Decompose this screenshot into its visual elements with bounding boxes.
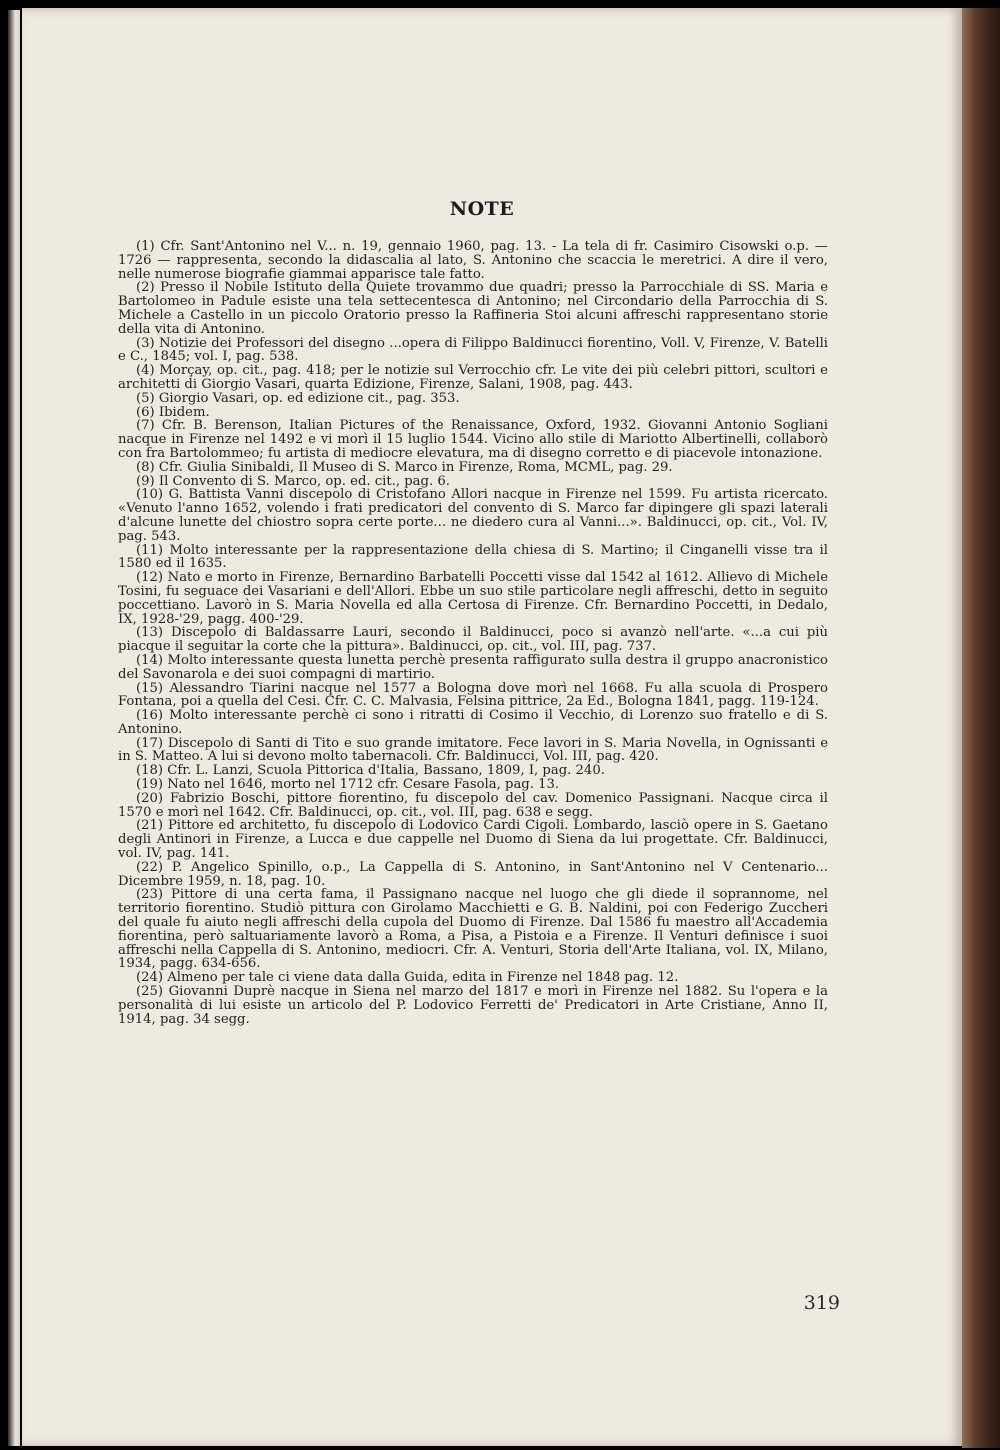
note-24: (24) Almeno per tale ci viene data dalla Guida, edita in Firenze nel 1848 pag. 12. [136,970,679,986]
note-5: (5) Giorgio Vasari, op. ed edizione cit., pag. 353. [136,390,460,406]
note-17: (17) Discepolo di Santi di Tito e suo grande imitatore. Fece lavori in S. Maria Novella, in Ognissanti e in S. Matteo. A lui si devono molto tabernacoli. Cfr. Baldinucci, Vol. III, pag. 420. [118,735,828,765]
note-11: (11) Molto interessante per la rappresentazione della chiesa di S. Martino; il Cinganelli visse tra il 1580 ed il 1635. [118,542,828,572]
note-6: (6) Ibidem. [136,404,210,420]
note-7: (7) Cfr. B. Berenson, Italian Pictures of the Renaissance, Oxford, 1932. Giovanni Antonio Sogliani nacque in Firenze nel 1492 e vi morì il 15 luglio 1544. Vicino allo stile di Mariotto Albertinelli, collaborò con fra Bartolommeo; fu artista di mediocre elevatura, ma di disegno corretto e di piacevole intonazione. [118,418,828,461]
note-4: (4) Morçay, op. cit., pag. 418; per le notizie sul Verrocchio cfr. Le vite dei più celebri pittori, scultori e architetti di Giorgio Vasari, quarta Edizione, Firenze, Salani, 1908, pag. 443. [118,363,828,392]
note-18: (18) Cfr. L. Lanzi, Scuola Pittorica d'Italia, Bassano, 1809, I, pag. 240. [136,763,605,779]
note-3: (3) Notizie dei Professori del disegno ...opera di Filippo Baldinucci fiorentino, Voll. V, Firenze, V. Batelli e C., 1845; vol. I, pag. 538. [118,335,828,365]
note-2: (2) Presso il Nobile Istituto della Quiete trovammo due quadri; presso la Parrocchiale di SS. Maria e Bartolomeo in Padule esiste una tela settecentesca di Antonino; nel Circondario della Parrocchia di S. Michele a Castello in un piccolo Oratorio presso la Raffineria Stoi alcuni affreschi rappresentano storie della vita di Antonino. [118,280,828,337]
note-22: (22) P. Angelico Spinillo, o.p., La Cappella di S. Antonino, in Sant'Antonino nel V Centenario... Dicembre 1959, n. 18, pag. 10. [118,859,828,889]
note-9: (9) Il Convento di S. Marco, op. ed. cit., pag. 6. [136,473,450,489]
note-10: (10) G. Battista Vanni discepolo di Cristofano Allori nacque in Firenze nel 1599. Fu artista ricercato. «Venuto l'anno 1652, volendo i frati predicatori del convento di S. Marco far dipingere gli spazi laterali d'alcune lunette del chiostro sopra certe porte... ne diedero cura al Vanni...». Baldinucci, op. cit., Vol. IV, pag. 543. [118,487,828,544]
note-14: (14) Molto interessante questa lunetta perchè presenta raffigurato sulla destra il gruppo anacronistico del Savonarola e dei suoi compagni di martirio. [118,652,828,682]
note-20: (20) Fabrizio Boschi, pittore fiorentino, fu discepolo del cav. Domenico Passignani. Nacque circa il 1570 e morì nel 1642. Cfr. Baldinucci, op. cit., vol. III, pag. 638 e segg. [118,790,828,820]
page-number: 319 [803,1292,840,1314]
note-1: (1) Cfr. Sant'Antonino nel V... n. 19, gennaio 1960, pag. 13. - La tela di fr. Casimiro Cisowski o.p. — 1726 — rappresenta, secondo la didascalia al lato, S. Antonino che scaccia le meretrici. A dire il vero, nelle numerose biografie giammai apparisce tale fatto. [118,239,828,282]
note-16: (16) Molto interessante perchè ci sono i ritratti di Cosimo il Vecchio, di Lorenzo suo fratello e di S. Antonino. [118,708,828,737]
note-21: (21) Pittore ed architetto, fu discepolo di Lodovico Cardi Cigoli. Lombardo, lasciò opere in S. Gaetano degli Antinori in Firenze, a Lucca e due cappelle nel Duomo di Siena da lui progettate. Cfr. Baldinucci, vol. IV, pag. 141. [118,818,828,862]
previous-page-edge [8,10,20,1446]
section-title: NOTE [449,198,515,220]
note-13: (13) Discepolo di Baldassarre Lauri, secondo il Baldinucci, poco si avanzò nell'arte. «...a cui più piacque il seguitar la corte che la pittura». Baldinucci, op. cit., vol. III, pag. 737. [118,625,828,655]
note-19: (19) Nato nel 1646, morto nel 1712 cfr. Cesare Fasola, pag. 13. [136,777,560,793]
note-15: (15) Alessandro Tiarini nacque nel 1577 a Bologna dove morì nel 1668. Fu alla scuola di Prospero Fontana, poi a quella del Cesi. Cfr. C. C. Malvasia, Felsina pittrice, 2a Ed., Bologna 1841, pagg. 119-124. [118,680,828,710]
note-23: (23) Pittore di una certa fama, il Passignano nacque nel luogo che gli diede il soprannome, nel territorio fiorentino. Studiò pittura con Girolamo Macchietti e G. B. Naldini, poi con Federigo Zuccheri del quale fu aiuto negli affreschi della cupola del Duomo di Firenze. Dal 1586 fu maestro all'Accademia fiorentina, però saltuariamente lavorò a Roma, a Pisa, a Pistoia e a Firenze. Il Venturi definisce i suoi affreschi nella Cappella di S. Antonino, mediocri. Cfr. A. Venturi, Storia dell'Arte Italiana, vol. IX, Milano, 1934, pagg. 634-656. [118,887,828,972]
book-cover-edge [962,8,1000,1448]
note-8: (8) Cfr. Giulia Sinibaldi, Il Museo di S. Marco in Firenze, Roma, MCML, pag. 29. [136,459,673,475]
note-12: (12) Nato e morto in Firenze, Bernardino Barbatelli Poccetti visse dal 1542 al 1612. Allievo di Michele Tosini, fu seguace dei Vasariani e dell'Allori. Ebbe un suo stile particolare negli affreschi, detto in seguito poccettiano. Lavorò in S. Maria Novella ed alla Certosa di Firenze. Cfr. Bernardino Poccetti, in Dedalo, IX, 1928-'29, pagg. 400-'29. [118,570,828,627]
note-25: (25) Giovanni Duprè nacque in Siena nel marzo del 1817 e morì in Firenze nel 1882. Su l'opera e la personalità di lui esiste un articolo del P. Lodovico Ferretti de' Predicatori in Arte Cristiane, Anno II, 1914, pag. 34 segg. [118,984,828,1027]
notes-list [118,240,828,1026]
